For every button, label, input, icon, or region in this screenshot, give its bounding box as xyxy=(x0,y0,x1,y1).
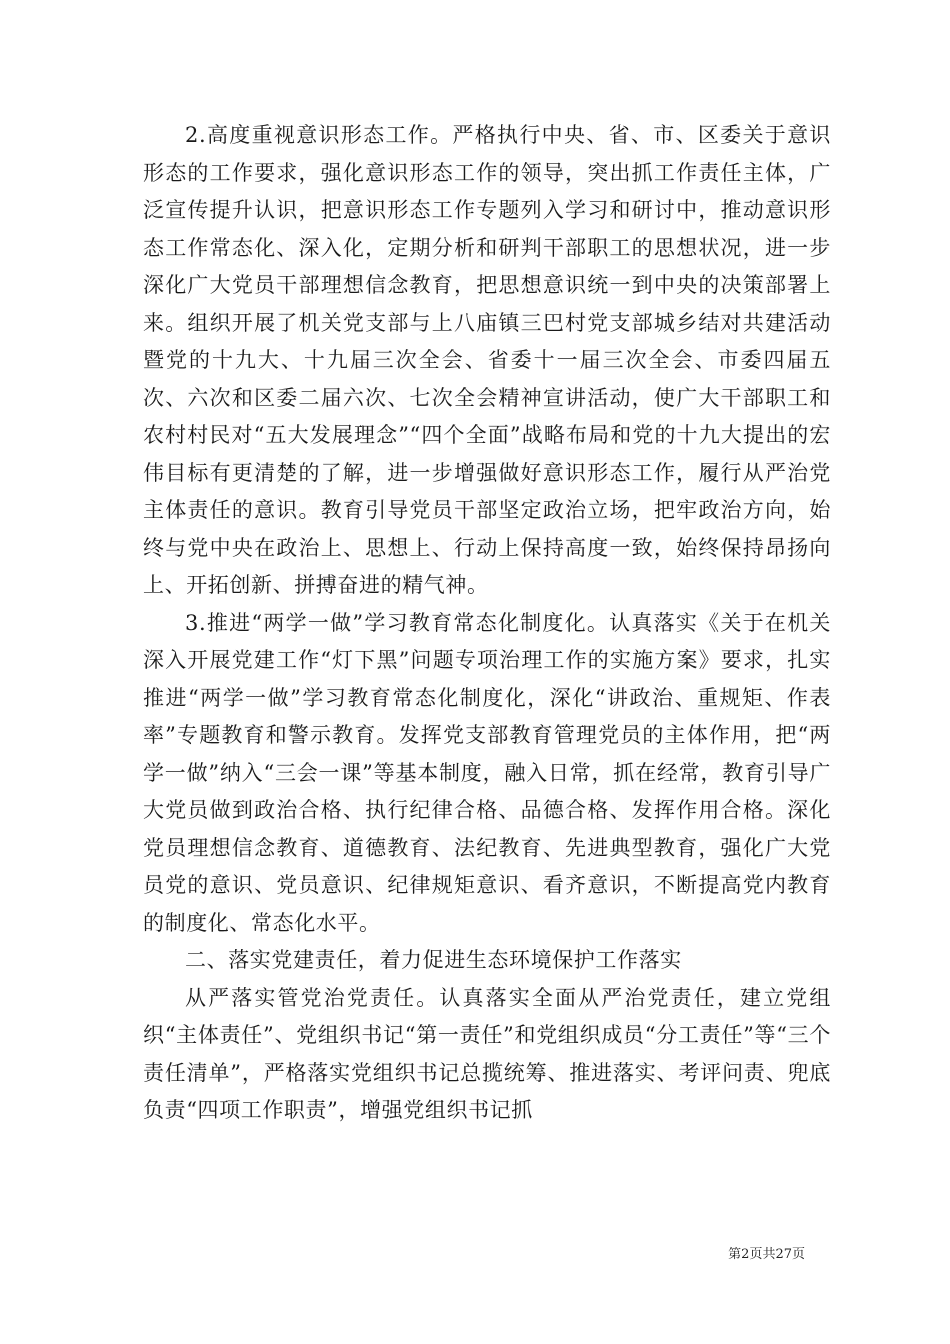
paragraph-two-studies: 3.推进“两学一做”学习教育常态化制度化。认真落实《关于在机关深入开展党建工作“灯下黑”问题专项治理工作的实施方案》要求，扎实推进“两学一做”学习教育常态化制度化，深化“讲政治、重规矩、作表率”专题教育和警示教育。发挥党支部教育管理党员的主体作用，把“两学一做”纳入“三会一课”等基本制度，融入日常，抓在经常，教育引导广大党员做到政治合格、执行纪律合格、品德合格、发挥作用合格。深化党员理想信念教育、道德教育、法纪教育、先进典型教育，强化广大党员党的意识、党员意识、纪律规矩意识、看齐意识，不断提高党内教育的制度化、常态化水平。 xyxy=(143,610,831,935)
paragraph-ideology-work: 2.高度重视意识形态工作。严格执行中央、省、市、区委关于意识形态的工作要求，强化意识形态工作的领导，突出抓工作责任主体，广泛宣传提升认识，把意识形态工作专题列入学习和研讨中，推动意识形态工作常态化、深入化，定期分析和研判干部职工的思想状况，进一步深化广大党员干部理想信念教育，把思想意识统一到中央的决策部署上来。组织开展了机关党支部与上八庙镇三巴村党支部城乡结对共建活动暨党的十九大、十九届三次全会、省委十一届三次全会、市委四届五次、六次和区委二届六次、七次全会精神宣讲活动，使广大干部职工和农村村民对“五大发展理念”“四个全面”战略布局和党的十九大提出的宏伟目标有更清楚的了解，进一步增强做好意识形态工作，履行从严治党主体责任的意识。教育引导党员干部坚定政治立场，把牢政治方向，始终与党中央在政治上、思想上、行动上保持高度一致，始终保持昂扬向上、开拓创新、拼搏奋进的精气神。 xyxy=(143,123,831,597)
section-heading-party-responsibility: 二、落实党建责任，着力促进生态环境保护工作落实 xyxy=(185,948,682,972)
paragraph-strict-governance: 从严落实管党治党责任。认真落实全面从严治党责任，建立党组织“主体责任”、党组织书记“第一责任”和党组织成员“分工责任”等“三个责任清单”，严格落实党组织书记总揽统筹、推进落实、考评问责、兜底负责“四项工作职责”，增强党组织书记抓 xyxy=(143,985,831,1122)
page-number-footer: 第2页共27页 xyxy=(728,1247,805,1262)
document-body xyxy=(143,117,831,1130)
